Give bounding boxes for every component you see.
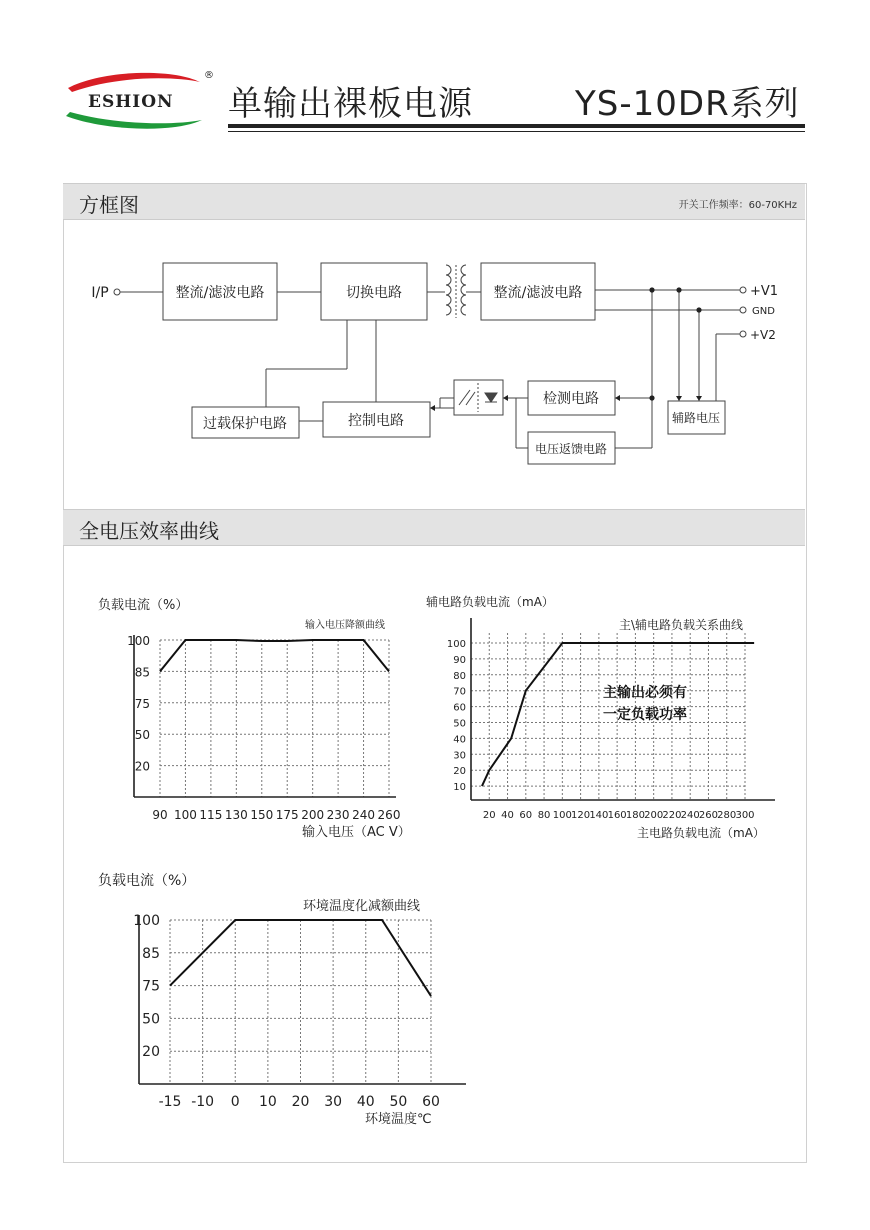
x-tick-label: 230 bbox=[326, 808, 350, 822]
chart-temperature-derating bbox=[98, 872, 466, 1127]
label-overload: 过载保护电路 bbox=[203, 416, 287, 432]
x-tick-label: 40 bbox=[356, 1094, 375, 1110]
x-tick-label: 10 bbox=[258, 1094, 277, 1110]
x-tick-label: 20 bbox=[482, 810, 496, 821]
x-tick-label: 40 bbox=[501, 810, 514, 821]
chart-annotation-line2: 一定负载功率 bbox=[603, 707, 687, 723]
chart-xlabel: 主电路负载电流（mA） bbox=[637, 826, 765, 840]
x-tick-label: 150 bbox=[250, 808, 274, 822]
x-tick-label: 175 bbox=[275, 808, 299, 822]
series-line bbox=[160, 640, 389, 671]
chart-main-aux-load bbox=[426, 594, 775, 840]
x-tick-label: 100 bbox=[173, 808, 197, 822]
chart-title: 主\辅电路负载关系曲线 bbox=[619, 618, 744, 632]
chart-ylabel: 负载电流（%） bbox=[98, 598, 189, 613]
y-tick-label: 40 bbox=[453, 734, 466, 746]
chart-ylabel: 辅电路负载电流（mA） bbox=[426, 595, 554, 609]
input-label: I/P bbox=[91, 285, 109, 301]
output-gnd: GND bbox=[752, 306, 775, 317]
chart-ylabel: 负载电流（%） bbox=[98, 873, 196, 889]
section-title: 方框图 bbox=[79, 193, 139, 217]
x-tick-label: -15 bbox=[158, 1094, 182, 1110]
x-tick-label: 50 bbox=[389, 1094, 408, 1110]
y-tick-label: 75 bbox=[142, 978, 160, 995]
chart-annotation-line1: 主输出必须有 bbox=[603, 685, 687, 701]
x-tick-label: 220 bbox=[662, 810, 682, 821]
x-tick-label: 20 bbox=[291, 1094, 310, 1110]
y-tick-label: 90 bbox=[453, 654, 466, 666]
x-tick-label: 90 bbox=[152, 808, 168, 822]
x-tick-label: 120 bbox=[571, 810, 591, 821]
y-tick-label: 85 bbox=[134, 665, 150, 680]
output-v2: +V2 bbox=[750, 328, 776, 342]
x-tick-label: 80 bbox=[537, 810, 551, 821]
y-tick-label: 20 bbox=[142, 1044, 160, 1061]
logo-text: ESHION bbox=[88, 92, 174, 112]
output-v1: +V1 bbox=[750, 284, 779, 299]
chart-xlabel: 输入电压（AC V） bbox=[302, 825, 411, 840]
label-rectifier-out: 整流/滤波电路 bbox=[493, 285, 583, 301]
y-tick-label: 10 bbox=[453, 782, 466, 794]
x-tick-label: 140 bbox=[589, 810, 609, 821]
y-tick-label: 60 bbox=[453, 702, 466, 714]
section-title: 全电压效率曲线 bbox=[79, 519, 219, 543]
x-tick-label: 260 bbox=[377, 808, 401, 822]
x-tick-label: 0 bbox=[230, 1094, 240, 1110]
x-tick-label: 115 bbox=[199, 808, 223, 822]
y-tick-label: 50 bbox=[142, 1011, 160, 1028]
x-tick-label: 240 bbox=[680, 810, 700, 821]
series-title: YS-10DR系列 bbox=[575, 84, 800, 124]
x-tick-label: 300 bbox=[735, 810, 755, 821]
y-tick-label: 50 bbox=[453, 718, 466, 730]
x-tick-label: -10 bbox=[191, 1094, 215, 1110]
x-tick-label: 130 bbox=[224, 808, 248, 822]
registered-mark: ® bbox=[204, 70, 214, 81]
x-tick-label: 240 bbox=[352, 808, 376, 822]
y-tick-label: 100 bbox=[127, 634, 150, 648]
chart-input-voltage-derating bbox=[98, 597, 411, 840]
x-tick-label: 200 bbox=[301, 808, 325, 822]
x-tick-label: 180 bbox=[625, 810, 645, 821]
x-tick-label: 280 bbox=[717, 810, 737, 821]
x-tick-label: 30 bbox=[324, 1094, 343, 1110]
y-tick-label: 30 bbox=[453, 750, 466, 762]
y-tick-label: 100 bbox=[133, 913, 160, 929]
frequency-note: 开关工作频率：60-70KHz bbox=[678, 200, 797, 211]
x-tick-label: 200 bbox=[644, 810, 664, 821]
label-detection: 检测电路 bbox=[543, 391, 599, 407]
y-tick-label: 85 bbox=[142, 945, 160, 962]
x-tick-label: 100 bbox=[552, 810, 572, 821]
y-tick-label: 20 bbox=[134, 759, 150, 774]
x-tick-label: 160 bbox=[607, 810, 627, 821]
y-tick-label: 75 bbox=[134, 696, 150, 711]
label-control: 控制电路 bbox=[348, 413, 404, 429]
x-tick-label: 260 bbox=[698, 810, 719, 821]
x-tick-label: 60 bbox=[519, 810, 533, 821]
chart-xlabel: 环境温度℃ bbox=[365, 1112, 432, 1127]
y-tick-label: 100 bbox=[446, 639, 466, 650]
label-aux: 辅路电压 bbox=[671, 411, 721, 425]
y-tick-label: 70 bbox=[453, 686, 466, 698]
chart-title: 输入电压降额曲线 bbox=[305, 620, 385, 631]
label-rectifier-in: 整流/滤波电路 bbox=[175, 285, 265, 301]
product-title: 单输出裸板电源 bbox=[228, 84, 473, 124]
label-feedback: 电压返馈电路 bbox=[534, 442, 608, 456]
y-tick-label: 50 bbox=[134, 728, 150, 743]
y-tick-label: 80 bbox=[453, 670, 466, 682]
x-tick-label: 60 bbox=[422, 1094, 440, 1110]
chart-title: 环境温度化减额曲线 bbox=[303, 899, 421, 914]
y-tick-label: 20 bbox=[453, 766, 466, 778]
label-switching: 切换电路 bbox=[346, 285, 402, 301]
